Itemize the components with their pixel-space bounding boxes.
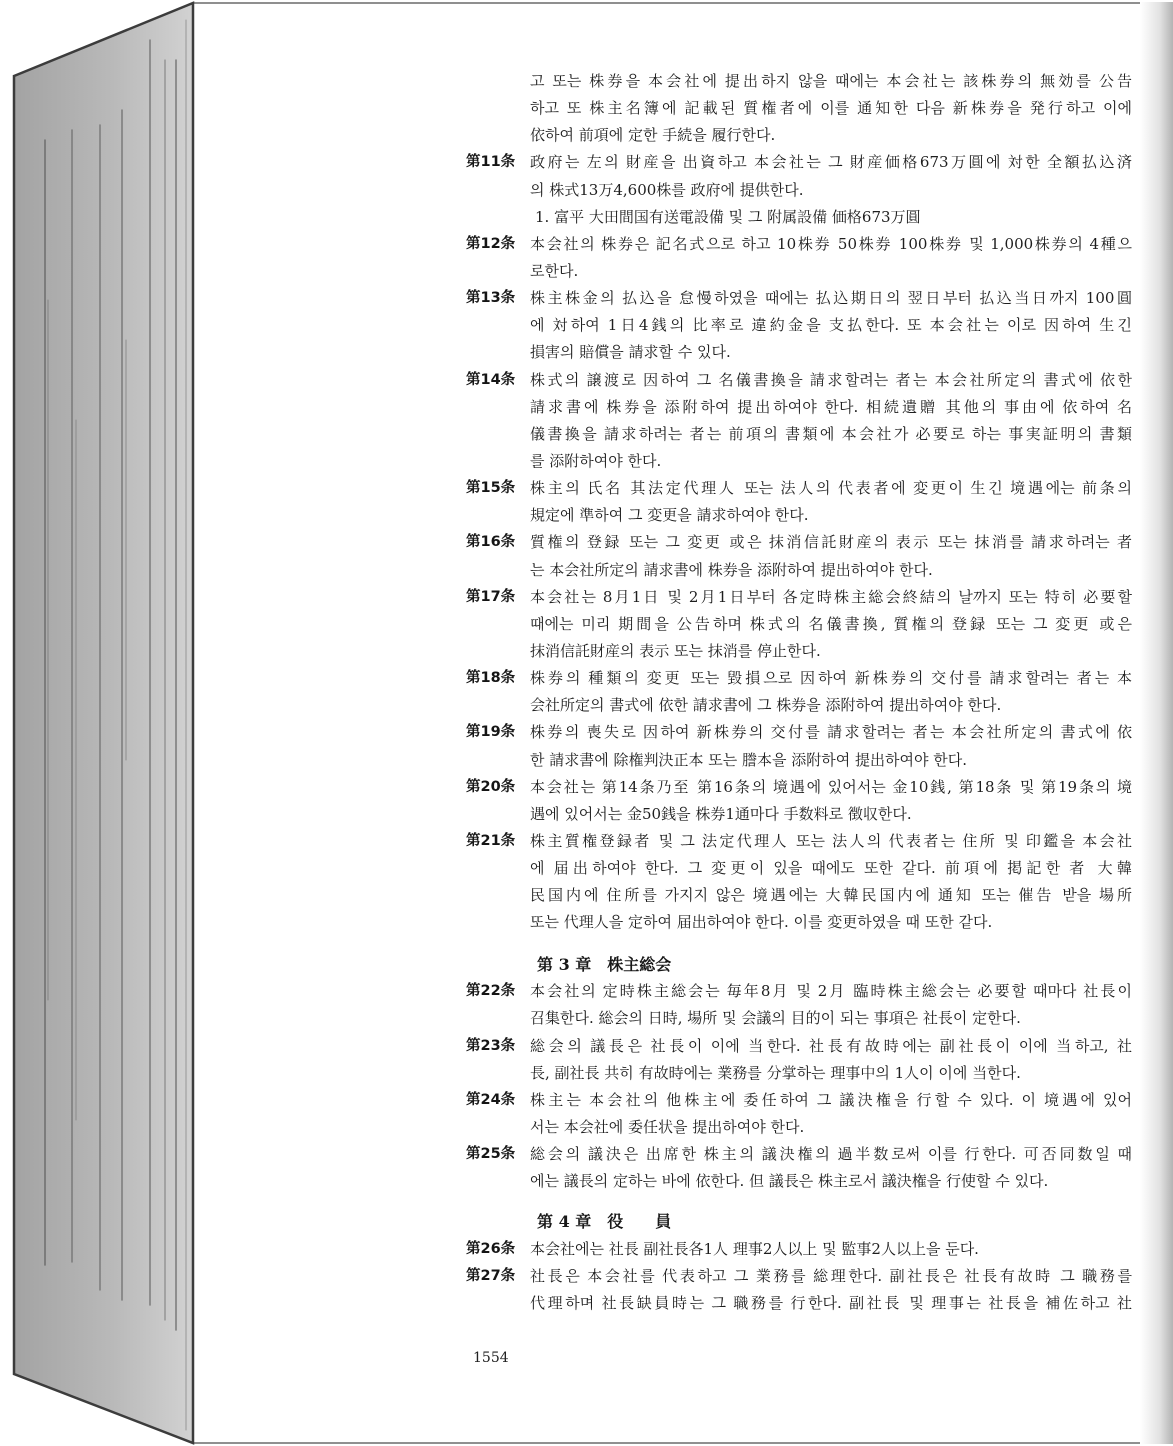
text-line: 株式의 譲渡로 因하여 그 名儀書換을 請求할려는 者는 本会社所定의 書式에 依한 [530,370,1132,389]
article-27 [466,1263,1134,1317]
text-line: 株主는 本会社의 他株主에 委任하여 그 議決権을 行할 수 있다. 이 境遇에 있어 [530,1090,1132,1109]
text-line: 総会의 議長은 社長이 이에 当한다. 社長有故時에는 副社長이 이에 当하고, 社 [530,1036,1132,1055]
text-line: 本会社의 株券은 記名式으로 하고 10株券 50株券 100株券 및 1,000株券의 4種으 [530,234,1132,253]
article-body [530,285,1132,366]
page-number: 1554 [473,1350,509,1366]
text-line: 本会社는 8月1日 및 2月1日부터 各定時株主総会終結의 날까지 또는 特히 必要할 [530,587,1132,606]
text-line: 規定에 準하여 그 変更을 請求하여야 한다. [530,506,809,525]
page-right-shadow [1140,2,1173,1444]
article-body [530,1236,1132,1263]
text-line: 依하여 前項에 定한 手続을 履行한다. [530,126,776,145]
article-label: 第12条 [466,235,516,252]
continuation-paragraph [466,68,1134,149]
article-body [530,1033,1132,1087]
article-label: 第18条 [466,670,516,687]
text-line: 抹消信託財産의 表示 또는 抹消를 停止한다. [530,641,821,660]
text-line: 를 添附하여야 한다. [530,451,662,470]
text-line: 総会의 議決은 出席한 株主의 議決権의 過半数로써 이를 行한다. 可否同数일 때 [530,1145,1132,1164]
article-label: 第24条 [466,1091,516,1108]
text-line: 本会社에는 社長 副社長各1人 理事2人以上 및 監事2人以上을 둔다. [530,1239,979,1258]
text-line: 社長은 本会社를 代表하고 그 業務를 総理한다. 副社長은 社長有故時 그 職務를 [530,1266,1132,1285]
article-body [530,1141,1132,1195]
list-item: 1. 富平 大田間国有送電設備 및 그 附属設備 価格673万圓 [535,207,921,226]
article-body [530,584,1132,665]
paragraph-body [530,68,1132,149]
text-line: 한 請求書에 除権判決正本 또는 謄本을 添附하여 提出하여야 한다. [530,750,968,769]
article-body [530,978,1132,1032]
text-line: 長, 副社長 共히 有故時에는 業務를 分掌하는 理事中의 1人이 이에 当한다. [530,1063,1021,1082]
article-label: 第11条 [466,154,516,171]
chapter-heading: 第 4 章 役 員 [537,1212,672,1232]
text-line: 本会社는 第14条乃至 第16条의 境遇에 있어서는 金10銭, 第18条 및 第19条의 境 [530,777,1132,796]
article-body [530,828,1132,937]
article-body [530,774,1132,828]
text-line: 請求書에 株券을 添附하여 提出하여야 한다. 相続遺贈 其他의 事由에 依하여 名 [530,397,1132,416]
text-line: 株主株金의 払込을 怠慢하였을 때에는 払込期日의 翌日부터 払込当日까지 100圓 [530,289,1132,308]
text-line: 에 対하여 1日4銭의 比率로 違約金을 支払한다. 또 本会社는 이로 因하여 生긴 [530,316,1132,335]
text-line: 会社所定의 書式에 依한 請求書에 그 株券을 添附하여 提出하여야 한다. [530,696,1002,715]
text-line: 株券의 種類의 変更 또는 毀損으로 因하여 新株券의 交付를 請求할려는 者는 本 [530,669,1132,688]
text-line: 의 株式13万4,600株를 政府에 提供한다. [530,180,804,199]
text-line: 株主의 氏名 其法定代理人 또는 法人의 代表者에 変更이 生긴 境遇에는 前条의 [530,479,1132,498]
article-label: 第13条 [466,290,516,307]
text-line: 本会社의 定時株主総会는 毎年8月 및 2月 臨時株主総会는 必要할 때마다 社長이 [530,982,1132,1001]
text-line: 고 또는 株券을 本会社에 提出하지 않을 때에는 本会社는 該株券의 無効를 公告 [530,72,1132,90]
article-label: 第20条 [466,778,516,795]
text-line: 에 届出하여야 한다. 그 変更이 있을 때에도 또한 같다. 前項에 掲記한 者 大韓 [530,859,1132,878]
text-line: 또는 代理人을 定하여 届出하여야 한다. 이를 変更하였을 때 또한 같다. [530,913,993,932]
article-body [530,665,1132,719]
article-body [530,1263,1132,1317]
text-line: 서는 本会社에 委任状을 提出하여야 한다. [530,1117,805,1136]
article-label: 第26条 [466,1240,516,1257]
article-24 [466,1087,1134,1141]
article-13 [466,285,1134,366]
article-label: 第15条 [466,480,516,497]
text-line: 召集한다. 総会의 日時, 場所 및 会議의 目的이 되는 事項은 社長이 定한다. [530,1009,1021,1028]
article-15 [466,475,1134,529]
article-label: 第22条 [466,983,516,1000]
article-body [530,475,1132,529]
article-body [530,529,1132,583]
article-label: 第25条 [466,1146,516,1163]
article-body [530,367,1132,476]
article-23 [466,1033,1134,1087]
article-18 [466,665,1134,719]
article-16 [466,529,1134,583]
article-label: 第21条 [466,832,516,849]
article-11 [466,149,1134,230]
text-line: 儀書換을 請求하려는 者는 前項의 書類에 本会社가 必要로 하는 事実証明의 書類 [530,424,1132,443]
text-line: 代理하며 社長缺員時는 그 職務를 行한다. 副社長 및 理事는 社長을 補佐하고 社 [530,1293,1132,1312]
article-body [530,719,1132,773]
article-body [530,149,1132,230]
page-text [466,68,1134,1317]
article-label: 第23条 [466,1037,516,1054]
text-line: 에는 議長의 定하는 바에 依한다. 但 議長은 株主로서 議決権을 行使할 수 있다. [530,1172,1049,1191]
text-line: 때에는 미리 期間을 公告하며 株式의 名儀書換, 質権의 登録 또는 그 変更 或은 [530,614,1132,633]
text-line: 質権의 登録 또는 그 変更 或은 抹消信託財産의 表示 또는 抹消를 請求하려는 者 [530,533,1132,552]
text-line: 政府는 左의 財産을 出資하고 本会社는 그 財産価格673万圓에 対한 全額払込済 [530,153,1132,172]
article-body [530,231,1132,285]
text-line: 하고 또 株主名簿에 記載된 質権者에 이를 通知한 다음 新株券을 発行하고 이에 [530,99,1132,118]
article-22 [466,978,1134,1032]
article-label-empty [466,68,530,95]
text-line: 로한다. [530,261,579,280]
chapter-heading: 第 3 章 株主総会 [537,955,672,975]
text-line: 株券의 喪失로 因하여 新株券의 交付를 請求할려는 者는 本会社所定의 書式에 依 [530,723,1132,742]
article-label: 第16条 [466,534,516,551]
text-line: 株主質権登録者 및 그 法定代理人 또는 法人의 代表者는 住所 및 印鑑을 本会社 [530,831,1132,850]
text-line: 遇에 있어서는 金50銭을 株券1通마다 手数料로 徴収한다. [530,804,912,823]
article-label: 第14条 [466,371,516,388]
text-line: 損害의 賠償을 請求할 수 있다. [530,343,731,362]
article-17 [466,584,1134,665]
article-20 [466,774,1134,828]
article-26 [466,1236,1134,1263]
article-21 [466,828,1134,937]
article-label: 第19条 [466,724,516,741]
article-14 [466,367,1134,476]
article-25 [466,1141,1134,1195]
article-label: 第17条 [466,588,516,605]
article-label: 第27条 [466,1267,516,1284]
book-edge [14,3,193,1443]
text-line: 民国内에 住所를 가지지 않은 境遇에는 大韓民国内에 通知 또는 催告 받을 場所 [530,886,1132,905]
article-body [530,1087,1132,1141]
article-19 [466,719,1134,773]
article-12 [466,231,1134,285]
text-line: 는 本会社所定의 請求書에 株券을 添附하여 提出하여야 한다. [530,560,933,579]
